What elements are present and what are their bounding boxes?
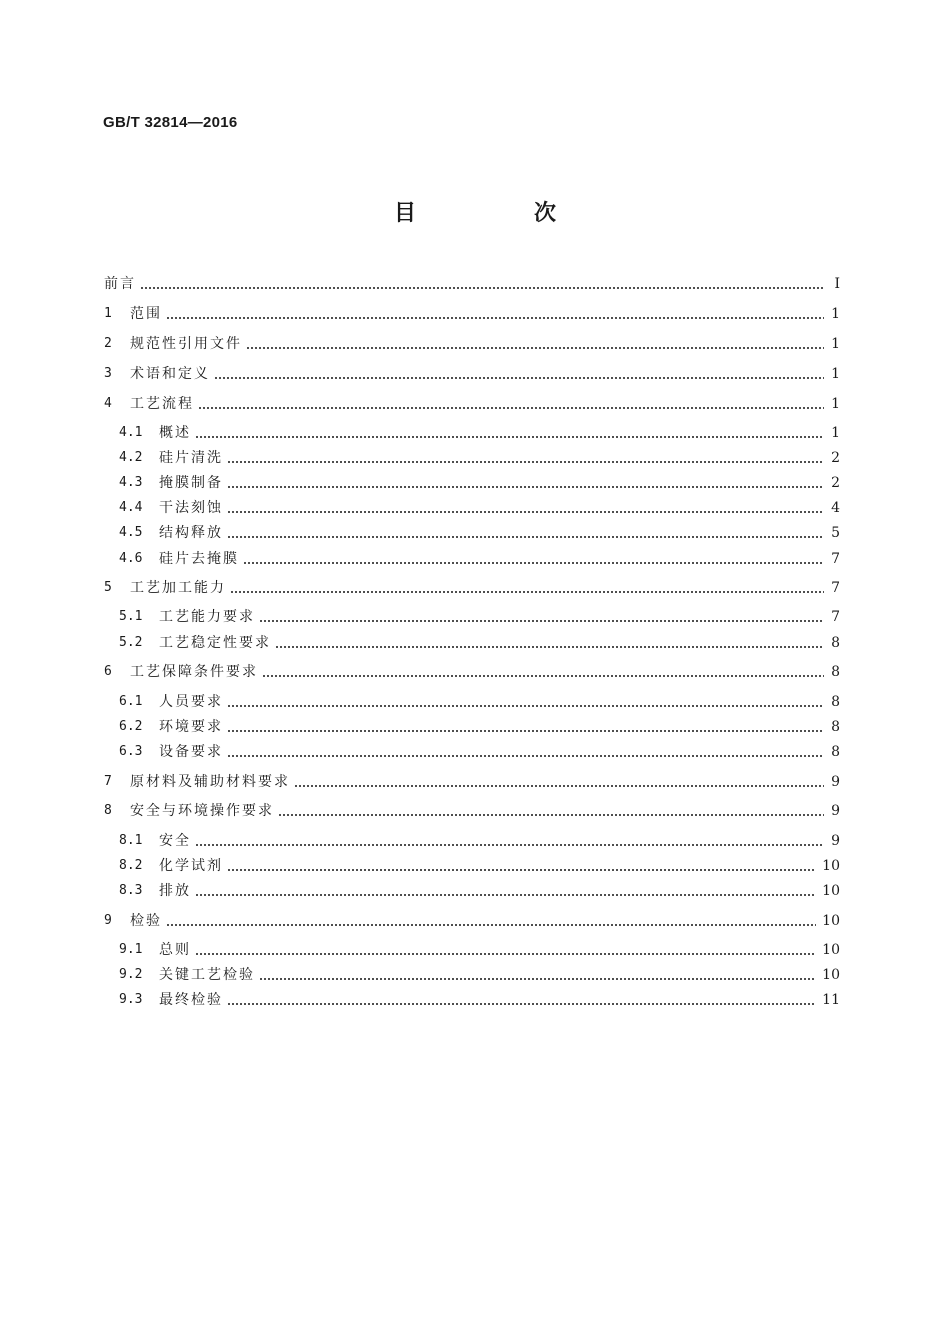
dot-leader bbox=[230, 578, 824, 598]
toc-entry-8-3[interactable] bbox=[119, 881, 840, 901]
toc-entry-page: 11 bbox=[822, 992, 840, 1008]
toc-entry-page: 1 bbox=[831, 425, 840, 441]
dot-leader bbox=[227, 990, 816, 1010]
toc-entry-2[interactable] bbox=[104, 334, 840, 354]
dot-leader bbox=[166, 304, 824, 324]
dot-leader bbox=[195, 423, 824, 443]
toc-entry-8[interactable] bbox=[104, 801, 840, 821]
toc-entry-number: 6.1 bbox=[119, 694, 143, 709]
toc-entry-5-2[interactable] bbox=[119, 633, 840, 653]
toc-entry-5[interactable] bbox=[104, 578, 840, 598]
toc-entry-label: 设备要求 bbox=[159, 744, 223, 760]
toc-entry-page: 7 bbox=[831, 609, 840, 625]
toc-entry-page: 10 bbox=[822, 967, 840, 983]
toc-entry-label: 关键工艺检验 bbox=[159, 967, 255, 983]
dot-leader bbox=[227, 742, 824, 762]
toc-entry-page: 7 bbox=[831, 580, 840, 596]
toc-entry-number: 4.3 bbox=[119, 475, 143, 490]
toc-entry-3[interactable] bbox=[104, 364, 840, 384]
toc-entry-number: 4 bbox=[104, 396, 112, 411]
dot-leader bbox=[259, 965, 816, 985]
dot-leader bbox=[227, 856, 816, 876]
toc-entry-9[interactable] bbox=[104, 911, 840, 931]
dot-leader bbox=[262, 662, 824, 682]
toc-entry-4-2[interactable] bbox=[119, 448, 840, 468]
toc-entry-number: 6.3 bbox=[119, 744, 143, 759]
toc-entry-number: 4.1 bbox=[119, 425, 143, 440]
toc-entry-label: 人员要求 bbox=[159, 694, 223, 710]
toc-entry-label: 结构释放 bbox=[159, 525, 223, 541]
toc-entry-4-3[interactable] bbox=[119, 473, 840, 493]
toc-entry-label: 概述 bbox=[159, 425, 191, 441]
toc-entry-number: 4.5 bbox=[119, 525, 143, 540]
toc-entry-page: 10 bbox=[822, 942, 840, 958]
toc-entry-number: 9 bbox=[104, 913, 112, 928]
toc-entry-label: 安全与环境操作要求 bbox=[130, 803, 274, 819]
toc-entry-number: 6.2 bbox=[119, 719, 143, 734]
toc-entry-number: 4.4 bbox=[119, 500, 143, 515]
dot-leader bbox=[227, 498, 824, 518]
dot-leader bbox=[227, 692, 824, 712]
dot-leader bbox=[227, 473, 824, 493]
toc-entry-label: 硅片清洗 bbox=[159, 450, 223, 466]
toc-entry-4[interactable] bbox=[104, 394, 840, 414]
dot-leader bbox=[227, 523, 824, 543]
toc-entry-6-1[interactable] bbox=[119, 692, 840, 712]
dot-leader bbox=[195, 940, 816, 960]
toc-entry-page: Ⅰ bbox=[834, 276, 840, 292]
standard-code: GB/T 32814—2016 bbox=[103, 114, 238, 131]
dot-leader bbox=[278, 801, 824, 821]
dot-leader bbox=[246, 334, 824, 354]
toc-entry-label: 工艺流程 bbox=[130, 396, 194, 412]
toc-entry-7[interactable] bbox=[104, 772, 840, 792]
toc-entry-label: 排放 bbox=[159, 883, 191, 899]
toc-entry-number: 8.3 bbox=[119, 883, 143, 898]
toc-entry-page: 9 bbox=[831, 833, 840, 849]
toc-entry-page: 10 bbox=[822, 883, 840, 899]
toc-entry-number: 8.1 bbox=[119, 833, 143, 848]
toc-entry-6-3[interactable] bbox=[119, 742, 840, 762]
toc-title: 目 次 bbox=[393, 201, 604, 226]
toc-entry-label: 范围 bbox=[130, 306, 162, 322]
toc-entry-label: 硅片去掩膜 bbox=[159, 551, 239, 567]
dot-leader bbox=[214, 364, 824, 384]
toc-entry-6[interactable] bbox=[104, 662, 840, 682]
toc-entry-label: 总则 bbox=[159, 942, 191, 958]
toc-entry-page: 8 bbox=[831, 635, 840, 651]
toc-entry-9-2[interactable] bbox=[119, 965, 840, 985]
toc-entry-page: 7 bbox=[831, 551, 840, 567]
toc-entry-label: 工艺保障条件要求 bbox=[130, 664, 258, 680]
toc-entry-page: 8 bbox=[831, 744, 840, 760]
toc-entry-label: 环境要求 bbox=[159, 719, 223, 735]
toc-entry-label: 前言 bbox=[104, 276, 136, 292]
toc-entry-label: 术语和定义 bbox=[130, 366, 210, 382]
toc-entry-4-4[interactable] bbox=[119, 498, 840, 518]
toc-entry-page: 1 bbox=[831, 306, 840, 322]
dot-leader bbox=[195, 831, 824, 851]
toc-entry-page: 5 bbox=[831, 525, 840, 541]
toc-entry-page: 10 bbox=[822, 858, 840, 874]
toc-entry-page: 4 bbox=[831, 500, 840, 516]
dot-leader bbox=[275, 633, 824, 653]
toc-entry-number: 5.1 bbox=[119, 609, 143, 624]
dot-leader bbox=[140, 274, 824, 294]
toc-entry-label: 原材料及辅助材料要求 bbox=[130, 774, 290, 790]
toc-entry-page: 8 bbox=[831, 719, 840, 735]
toc-entry-label: 化学试剂 bbox=[159, 858, 223, 874]
toc-entry-page: 10 bbox=[822, 913, 840, 929]
dot-leader bbox=[227, 448, 824, 468]
toc-entry-page: 1 bbox=[831, 366, 840, 382]
toc-entry-number: 4.6 bbox=[119, 551, 143, 566]
toc-entry-4-6[interactable] bbox=[119, 549, 840, 569]
toc-entry-8-1[interactable] bbox=[119, 831, 840, 851]
toc-entry-5-1[interactable] bbox=[119, 607, 840, 627]
toc-entry-number: 2 bbox=[104, 336, 112, 351]
dot-leader bbox=[294, 772, 824, 792]
dot-leader bbox=[166, 911, 816, 931]
toc-entry-foreword[interactable] bbox=[104, 274, 840, 294]
toc-entry-label: 干法刻蚀 bbox=[159, 500, 223, 516]
toc-entry-9-3[interactable] bbox=[119, 990, 840, 1010]
dot-leader bbox=[259, 607, 824, 627]
toc-entry-page: 1 bbox=[831, 336, 840, 352]
toc-entry-page: 8 bbox=[831, 694, 840, 710]
toc-entry-number: 9.1 bbox=[119, 942, 143, 957]
toc-entry-page: 8 bbox=[831, 664, 840, 680]
toc-entry-9-1[interactable] bbox=[119, 940, 840, 960]
toc-entry-page: 9 bbox=[831, 803, 840, 819]
toc-entry-label: 安全 bbox=[159, 833, 191, 849]
toc-entry-page: 2 bbox=[831, 450, 840, 466]
toc-entry-label: 工艺能力要求 bbox=[159, 609, 255, 625]
toc-entry-number: 9.3 bbox=[119, 992, 143, 1007]
toc-entry-label: 工艺稳定性要求 bbox=[159, 635, 271, 651]
dot-leader bbox=[243, 549, 824, 569]
toc-entry-label: 掩膜制备 bbox=[159, 475, 223, 491]
toc-entry-number: 4.2 bbox=[119, 450, 143, 465]
toc-entry-8-2[interactable] bbox=[119, 856, 840, 876]
toc-entry-number: 8 bbox=[104, 803, 112, 818]
dot-leader bbox=[195, 881, 816, 901]
toc-entry-label: 最终检验 bbox=[159, 992, 223, 1008]
toc-entry-4-1[interactable] bbox=[119, 423, 840, 443]
toc-entry-number: 5.2 bbox=[119, 635, 143, 650]
toc-entry-number: 6 bbox=[104, 664, 112, 679]
toc-entry-1[interactable] bbox=[104, 304, 840, 324]
toc-entry-number: 7 bbox=[104, 774, 112, 789]
toc-entry-label: 规范性引用文件 bbox=[130, 336, 242, 352]
toc-entry-number: 8.2 bbox=[119, 858, 143, 873]
toc-entry-number: 1 bbox=[104, 306, 112, 321]
toc-entry-6-2[interactable] bbox=[119, 717, 840, 737]
toc-entry-page: 2 bbox=[831, 475, 840, 491]
toc-entry-number: 5 bbox=[104, 580, 112, 595]
toc-entry-4-5[interactable] bbox=[119, 523, 840, 543]
toc-entry-number: 9.2 bbox=[119, 967, 143, 982]
dot-leader bbox=[227, 717, 824, 737]
toc-entry-page: 9 bbox=[831, 774, 840, 790]
toc-entry-page: 1 bbox=[831, 396, 840, 412]
toc-entry-label: 检验 bbox=[130, 913, 162, 929]
toc-entry-number: 3 bbox=[104, 366, 112, 381]
dot-leader bbox=[198, 394, 824, 414]
toc-entry-label: 工艺加工能力 bbox=[130, 580, 226, 596]
